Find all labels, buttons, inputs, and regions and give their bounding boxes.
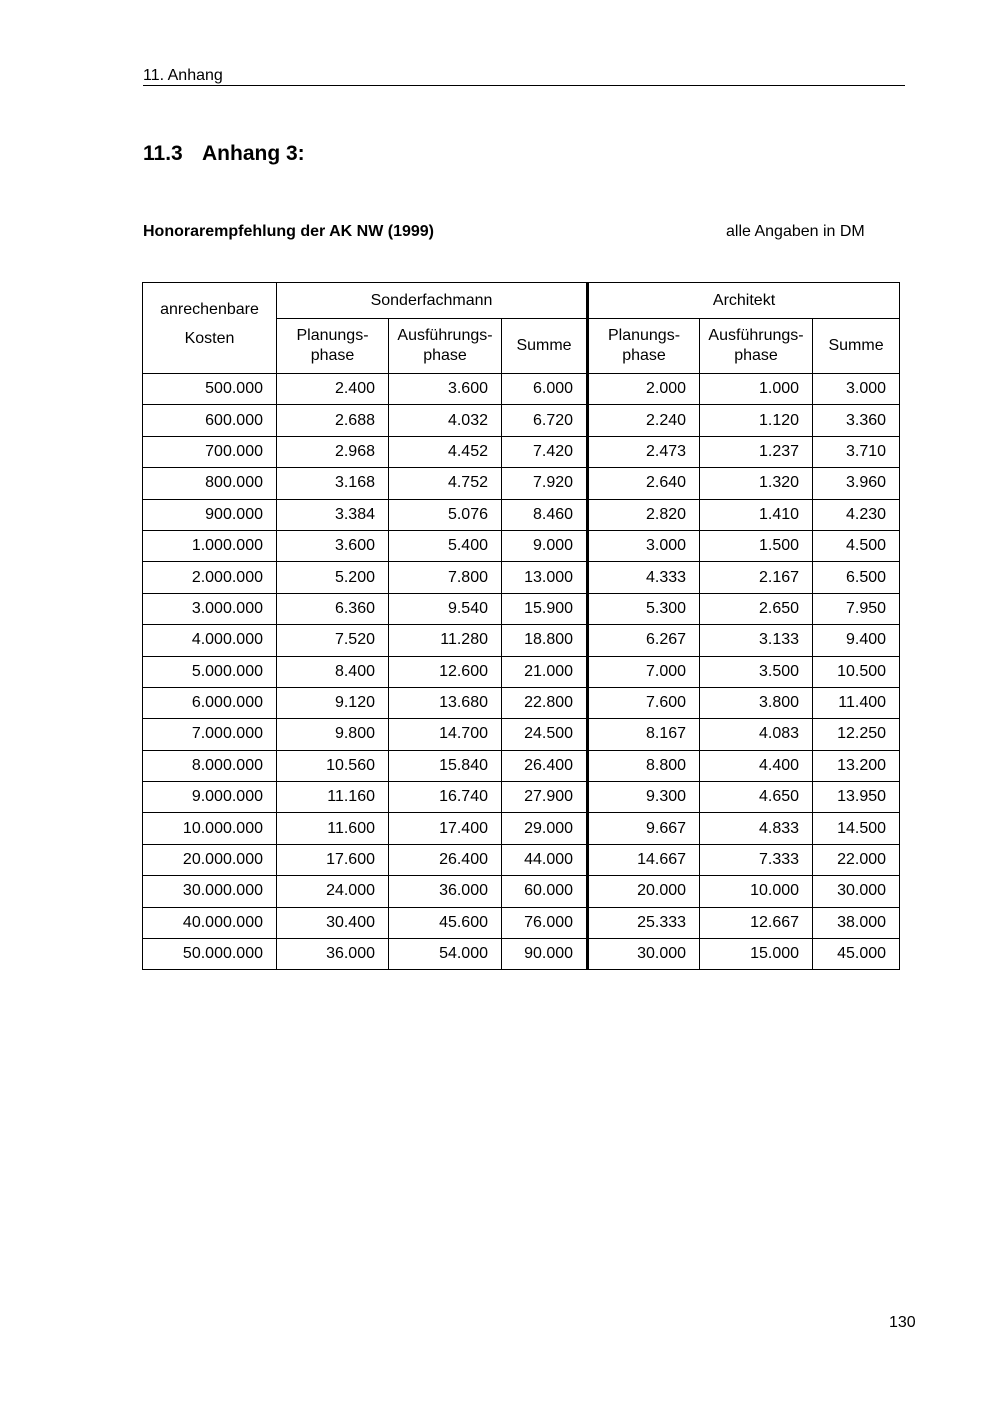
cell-architekt-summe: 4.500 bbox=[813, 530, 900, 561]
table-row bbox=[143, 719, 900, 750]
cell-sonder-planung: 3.384 bbox=[277, 499, 389, 530]
cell-sonder-summe: 6.000 bbox=[502, 374, 588, 405]
cell-kosten: 7.000.000 bbox=[143, 719, 277, 750]
table-row bbox=[143, 436, 900, 467]
cell-architekt-planung: 6.267 bbox=[588, 625, 700, 656]
cell-sonder-ausfuehrung: 9.540 bbox=[389, 593, 502, 624]
cell-kosten: 6.000.000 bbox=[143, 687, 277, 718]
column-header-sonder-summe: Summe bbox=[502, 319, 588, 374]
cell-architekt-summe: 7.950 bbox=[813, 593, 900, 624]
cell-sonder-summe: 26.400 bbox=[502, 750, 588, 781]
cell-sonder-summe: 76.000 bbox=[502, 907, 588, 938]
cell-architekt-summe: 30.000 bbox=[813, 876, 900, 907]
cell-sonder-summe: 27.900 bbox=[502, 782, 588, 813]
cell-sonder-ausfuehrung: 45.600 bbox=[389, 907, 502, 938]
cell-sonder-planung: 7.520 bbox=[277, 625, 389, 656]
cell-kosten: 1.000.000 bbox=[143, 530, 277, 561]
cell-architekt-ausfuehrung: 3.133 bbox=[700, 625, 813, 656]
cell-architekt-ausfuehrung: 2.167 bbox=[700, 562, 813, 593]
cell-architekt-ausfuehrung: 15.000 bbox=[700, 939, 813, 970]
cell-sonder-summe: 6.720 bbox=[502, 405, 588, 436]
cell-sonder-summe: 44.000 bbox=[502, 844, 588, 875]
cell-sonder-planung: 2.688 bbox=[277, 405, 389, 436]
cell-sonder-ausfuehrung: 54.000 bbox=[389, 939, 502, 970]
cell-architekt-summe: 12.250 bbox=[813, 719, 900, 750]
column-header-kosten bbox=[143, 283, 277, 374]
cell-architekt-ausfuehrung: 4.833 bbox=[700, 813, 813, 844]
cell-kosten: 500.000 bbox=[143, 374, 277, 405]
cell-sonder-ausfuehrung: 7.800 bbox=[389, 562, 502, 593]
column-header-sonder-planung bbox=[277, 319, 389, 374]
cell-sonder-planung: 2.968 bbox=[277, 436, 389, 467]
cell-sonder-summe: 18.800 bbox=[502, 625, 588, 656]
table-row bbox=[143, 844, 900, 875]
cell-sonder-summe: 22.800 bbox=[502, 687, 588, 718]
cell-architekt-summe: 3.360 bbox=[813, 405, 900, 436]
cell-kosten: 50.000.000 bbox=[143, 939, 277, 970]
cell-architekt-summe: 13.950 bbox=[813, 782, 900, 813]
cell-sonder-planung: 6.360 bbox=[277, 593, 389, 624]
column-header-architekt-planung bbox=[588, 319, 700, 374]
cell-sonder-planung: 9.800 bbox=[277, 719, 389, 750]
table-row bbox=[143, 813, 900, 844]
cell-sonder-ausfuehrung: 4.752 bbox=[389, 468, 502, 499]
cell-architekt-ausfuehrung: 1.320 bbox=[700, 468, 813, 499]
cell-architekt-ausfuehrung: 12.667 bbox=[700, 907, 813, 938]
cell-architekt-ausfuehrung: 1.237 bbox=[700, 436, 813, 467]
cell-architekt-summe: 3.710 bbox=[813, 436, 900, 467]
running-header: 11. Anhang bbox=[143, 66, 905, 86]
cell-sonder-planung: 30.400 bbox=[277, 907, 389, 938]
cell-sonder-summe: 7.920 bbox=[502, 468, 588, 499]
cell-architekt-planung: 2.000 bbox=[588, 374, 700, 405]
cell-architekt-planung: 8.167 bbox=[588, 719, 700, 750]
column-header-sonder-ausfuehrung bbox=[389, 319, 502, 374]
cell-sonder-planung: 8.400 bbox=[277, 656, 389, 687]
fee-table bbox=[142, 282, 900, 970]
cell-architekt-planung: 7.600 bbox=[588, 687, 700, 718]
cell-kosten: 800.000 bbox=[143, 468, 277, 499]
cell-sonder-planung: 11.600 bbox=[277, 813, 389, 844]
cell-sonder-summe: 60.000 bbox=[502, 876, 588, 907]
cell-sonder-planung: 36.000 bbox=[277, 939, 389, 970]
table-row bbox=[143, 907, 900, 938]
cell-kosten: 3.000.000 bbox=[143, 593, 277, 624]
table-row bbox=[143, 625, 900, 656]
cell-sonder-ausfuehrung: 4.032 bbox=[389, 405, 502, 436]
cell-architekt-ausfuehrung: 3.800 bbox=[700, 687, 813, 718]
cell-sonder-ausfuehrung: 14.700 bbox=[389, 719, 502, 750]
column-header-architekt-summe: Summe bbox=[813, 319, 900, 374]
table-row bbox=[143, 750, 900, 781]
ausfuehrung-line1: Ausführungs- bbox=[708, 327, 804, 344]
cell-sonder-summe: 24.500 bbox=[502, 719, 588, 750]
cell-sonder-ausfuehrung: 3.600 bbox=[389, 374, 502, 405]
cell-architekt-planung: 3.000 bbox=[588, 530, 700, 561]
cell-architekt-summe: 45.000 bbox=[813, 939, 900, 970]
cell-architekt-ausfuehrung: 2.650 bbox=[700, 593, 813, 624]
cell-sonder-planung: 9.120 bbox=[277, 687, 389, 718]
cell-architekt-summe: 14.500 bbox=[813, 813, 900, 844]
cell-sonder-summe: 29.000 bbox=[502, 813, 588, 844]
cell-kosten: 4.000.000 bbox=[143, 625, 277, 656]
cell-sonder-planung: 5.200 bbox=[277, 562, 389, 593]
cell-architekt-ausfuehrung: 1.120 bbox=[700, 405, 813, 436]
column-header-kosten-line1: anrechenbare bbox=[160, 300, 259, 318]
cell-sonder-ausfuehrung: 15.840 bbox=[389, 750, 502, 781]
cell-sonder-ausfuehrung: 13.680 bbox=[389, 687, 502, 718]
currency-note: alle Angaben in DM bbox=[726, 223, 865, 240]
cell-architekt-ausfuehrung: 1.000 bbox=[700, 374, 813, 405]
table-row bbox=[143, 499, 900, 530]
cell-sonder-planung: 3.168 bbox=[277, 468, 389, 499]
cell-sonder-planung: 3.600 bbox=[277, 530, 389, 561]
cell-sonder-planung: 17.600 bbox=[277, 844, 389, 875]
cell-sonder-summe: 8.460 bbox=[502, 499, 588, 530]
cell-architekt-planung: 25.333 bbox=[588, 907, 700, 938]
table-row bbox=[143, 939, 900, 970]
cell-sonder-ausfuehrung: 4.452 bbox=[389, 436, 502, 467]
cell-architekt-summe: 11.400 bbox=[813, 687, 900, 718]
table-row bbox=[143, 468, 900, 499]
cell-sonder-ausfuehrung: 26.400 bbox=[389, 844, 502, 875]
cell-architekt-planung: 7.000 bbox=[588, 656, 700, 687]
cell-sonder-summe: 90.000 bbox=[502, 939, 588, 970]
cell-architekt-summe: 3.960 bbox=[813, 468, 900, 499]
section-title bbox=[143, 142, 305, 166]
column-header-kosten-line2: Kosten bbox=[184, 329, 235, 347]
cell-architekt-planung: 8.800 bbox=[588, 750, 700, 781]
planung-line1: Planungs- bbox=[296, 327, 369, 344]
table-row bbox=[143, 593, 900, 624]
cell-architekt-ausfuehrung: 10.000 bbox=[700, 876, 813, 907]
cell-architekt-planung: 2.473 bbox=[588, 436, 700, 467]
table-row bbox=[143, 687, 900, 718]
column-header-architekt-ausfuehrung bbox=[700, 319, 813, 374]
cell-architekt-planung: 5.300 bbox=[588, 593, 700, 624]
cell-architekt-planung: 9.300 bbox=[588, 782, 700, 813]
cell-architekt-summe: 6.500 bbox=[813, 562, 900, 593]
cell-architekt-summe: 9.400 bbox=[813, 625, 900, 656]
cell-kosten: 900.000 bbox=[143, 499, 277, 530]
cell-sonder-summe: 15.900 bbox=[502, 593, 588, 624]
cell-kosten: 40.000.000 bbox=[143, 907, 277, 938]
planung-line1: Planungs- bbox=[607, 327, 681, 344]
header-row-groups bbox=[143, 283, 900, 319]
cell-architekt-summe: 4.230 bbox=[813, 499, 900, 530]
cell-sonder-planung: 2.400 bbox=[277, 374, 389, 405]
cell-sonder-planung: 11.160 bbox=[277, 782, 389, 813]
table-row bbox=[143, 656, 900, 687]
cell-kosten: 5.000.000 bbox=[143, 656, 277, 687]
cell-sonder-ausfuehrung: 11.280 bbox=[389, 625, 502, 656]
cell-architekt-ausfuehrung: 1.410 bbox=[700, 499, 813, 530]
cell-sonder-ausfuehrung: 17.400 bbox=[389, 813, 502, 844]
cell-architekt-summe: 38.000 bbox=[813, 907, 900, 938]
cell-architekt-planung: 9.667 bbox=[588, 813, 700, 844]
cell-kosten: 8.000.000 bbox=[143, 750, 277, 781]
table-row bbox=[143, 876, 900, 907]
cell-sonder-summe: 21.000 bbox=[502, 656, 588, 687]
cell-architekt-ausfuehrung: 4.083 bbox=[700, 719, 813, 750]
cell-kosten: 20.000.000 bbox=[143, 844, 277, 875]
cell-architekt-summe: 3.000 bbox=[813, 374, 900, 405]
cell-kosten: 10.000.000 bbox=[143, 813, 277, 844]
cell-architekt-ausfuehrung: 1.500 bbox=[700, 530, 813, 561]
cell-architekt-planung: 2.820 bbox=[588, 499, 700, 530]
cell-kosten: 9.000.000 bbox=[143, 782, 277, 813]
cell-kosten: 700.000 bbox=[143, 436, 277, 467]
cell-kosten: 30.000.000 bbox=[143, 876, 277, 907]
cell-architekt-planung: 20.000 bbox=[588, 876, 700, 907]
cell-sonder-summe: 7.420 bbox=[502, 436, 588, 467]
cell-architekt-ausfuehrung: 4.400 bbox=[700, 750, 813, 781]
cell-architekt-planung: 2.640 bbox=[588, 468, 700, 499]
page-number: 130 bbox=[889, 1314, 916, 1331]
group-header-architekt: Architekt bbox=[588, 283, 900, 319]
cell-sonder-ausfuehrung: 5.400 bbox=[389, 530, 502, 561]
cell-sonder-ausfuehrung: 12.600 bbox=[389, 656, 502, 687]
cell-architekt-summe: 22.000 bbox=[813, 844, 900, 875]
ausfuehrung-line1: Ausführungs- bbox=[397, 327, 493, 344]
planung-line2: phase bbox=[622, 347, 666, 364]
cell-architekt-ausfuehrung: 4.650 bbox=[700, 782, 813, 813]
cell-sonder-summe: 13.000 bbox=[502, 562, 588, 593]
cell-architekt-ausfuehrung: 3.500 bbox=[700, 656, 813, 687]
cell-architekt-planung: 4.333 bbox=[588, 562, 700, 593]
cell-architekt-planung: 2.240 bbox=[588, 405, 700, 436]
planung-line2: phase bbox=[310, 347, 355, 364]
cell-kosten: 2.000.000 bbox=[143, 562, 277, 593]
table-body bbox=[143, 374, 900, 970]
cell-sonder-planung: 10.560 bbox=[277, 750, 389, 781]
table-row bbox=[143, 374, 900, 405]
cell-architekt-summe: 10.500 bbox=[813, 656, 900, 687]
ausfuehrung-line2: phase bbox=[734, 347, 778, 364]
ausfuehrung-line2: phase bbox=[423, 347, 467, 364]
section-title-text: Anhang 3: bbox=[202, 142, 305, 165]
cell-sonder-ausfuehrung: 36.000 bbox=[389, 876, 502, 907]
group-header-sonderfachmann: Sonderfachmann bbox=[277, 283, 588, 319]
cell-kosten: 600.000 bbox=[143, 405, 277, 436]
cell-architekt-ausfuehrung: 7.333 bbox=[700, 844, 813, 875]
table-caption: Honorarempfehlung der AK NW (1999) bbox=[143, 223, 434, 240]
section-number: 11.3 bbox=[143, 142, 183, 165]
cell-sonder-summe: 9.000 bbox=[502, 530, 588, 561]
cell-sonder-planung: 24.000 bbox=[277, 876, 389, 907]
table-row bbox=[143, 562, 900, 593]
cell-sonder-ausfuehrung: 5.076 bbox=[389, 499, 502, 530]
table-row bbox=[143, 530, 900, 561]
cell-architekt-planung: 14.667 bbox=[588, 844, 700, 875]
cell-sonder-ausfuehrung: 16.740 bbox=[389, 782, 502, 813]
cell-architekt-summe: 13.200 bbox=[813, 750, 900, 781]
table-row bbox=[143, 782, 900, 813]
table-row bbox=[143, 405, 900, 436]
cell-architekt-planung: 30.000 bbox=[588, 939, 700, 970]
